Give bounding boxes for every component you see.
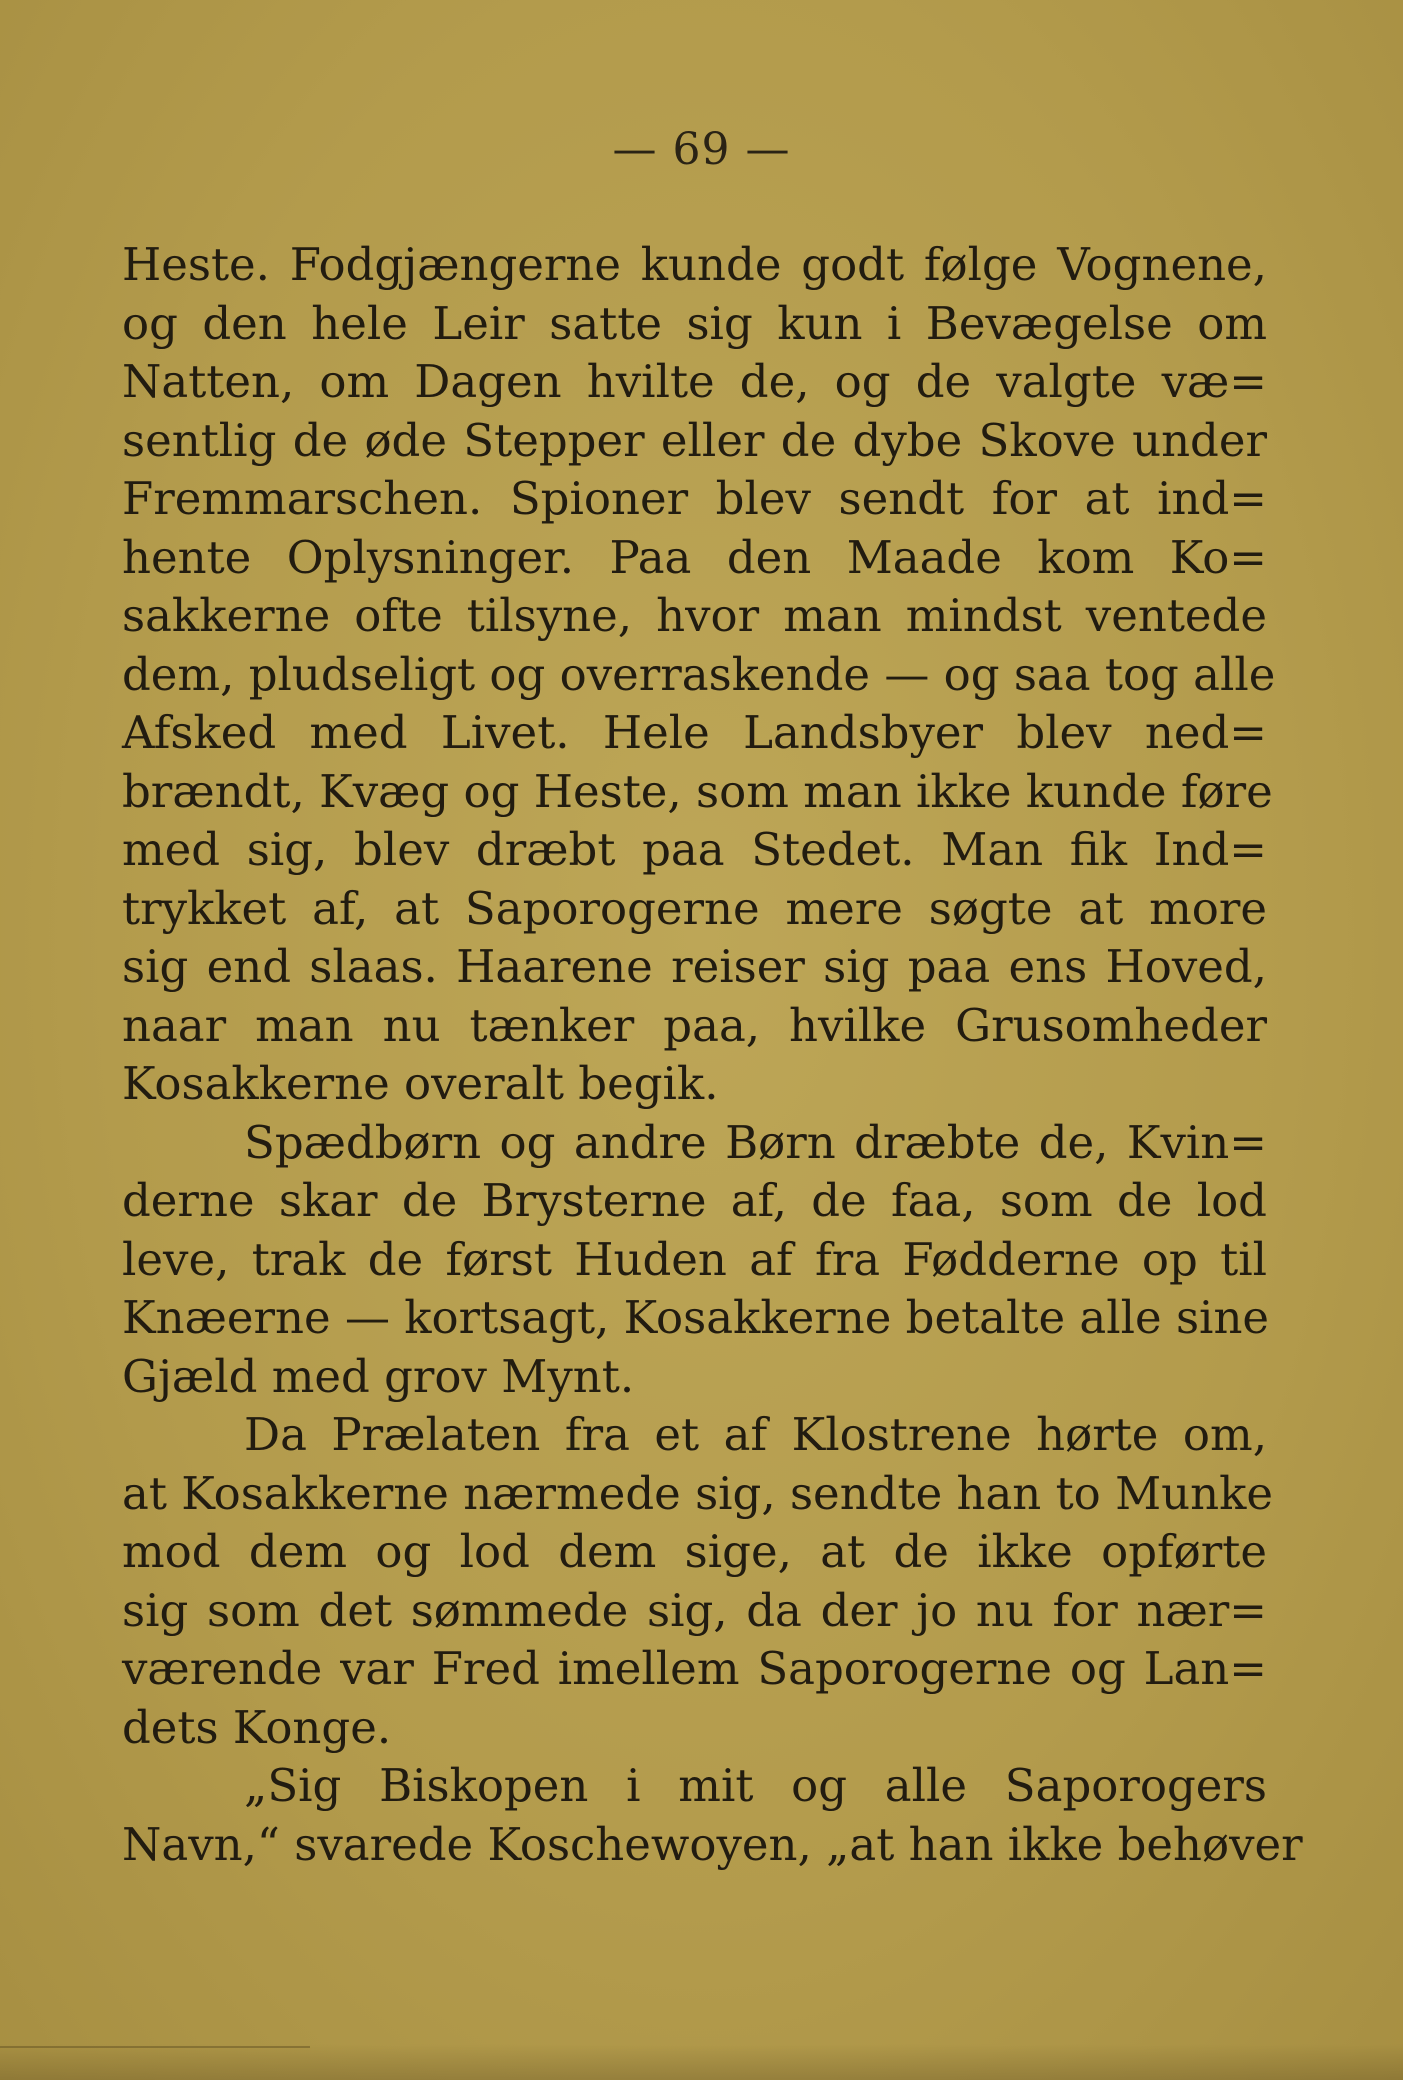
text-line: Da Prælaten fra et af Klostrene hørte om,	[244, 1408, 1267, 1461]
text-line: trykket af, at Saporogerne mere søgte at more	[122, 881, 1267, 935]
text-line: leve, trak de først Huden af fra Fødderne op til	[122, 1232, 1267, 1286]
body-text	[122, 236, 1303, 1874]
page-number: — 69 —	[612, 124, 791, 175]
paragraph	[122, 1757, 1303, 1874]
text-line: Knæerne — kortsagt, Kosakkerne betalte alle sine	[122, 1291, 1270, 1344]
text-line: Heste. Fodgjængerne kunde godt følge Vognene,	[122, 238, 1267, 291]
bottom-rule	[0, 2046, 310, 2048]
text-line: derne skar de Brysterne af, de faa, som de lod	[122, 1174, 1267, 1227]
text-line: og den hele Leir satte sig kun i Bevægelse om	[122, 296, 1267, 350]
text-line: mod dem og lod dem sige, at de ikke opførte	[122, 1525, 1267, 1578]
text-line: Kosakkerne overalt begik.	[122, 1057, 719, 1110]
text-line: Navn,“ svarede Koschewoyen, „at han ikke behøver	[122, 1817, 1303, 1871]
text-line: sakkerne ofte tilsyne, hvor man mindst ventede	[122, 589, 1267, 642]
text-line: hente Oplysninger. Paa den Maade kom Ko=	[122, 530, 1267, 584]
text-line: Natten, om Dagen hvilte de, og de valgte væ=	[122, 355, 1267, 408]
text-line: med sig, blev dræbt paa Stedet. Man fik Ind=	[122, 823, 1267, 876]
text-line: naar man nu tænker paa, hvilke Grusomheder	[122, 998, 1267, 1052]
paragraph	[122, 236, 1276, 1114]
text-line: sig som det sømmede sig, da der jo nu for nær=	[122, 1583, 1267, 1637]
paragraph	[122, 1406, 1274, 1757]
text-line: sentlig de øde Stepper eller de dybe Skove under	[122, 413, 1267, 467]
text-line: Afsked med Livet. Hele Landsbyer blev ned=	[122, 706, 1267, 759]
paragraph	[122, 1114, 1270, 1407]
text-line: brændt, Kvæg og Heste, som man ikke kunde føre	[122, 764, 1273, 818]
text-line: dets Konge.	[122, 1700, 392, 1754]
text-line: sig end slaas. Haarene reiser sig paa ens Hoved,	[122, 940, 1267, 993]
text-line: Gjæld med grov Mynt.	[122, 1349, 635, 1403]
text-line: at Kosakkerne nærmede sig, sendte han to Munke	[122, 1466, 1274, 1520]
text-line: værende var Fred imellem Saporogerne og Lan=	[122, 1642, 1267, 1695]
text-line: Spædbørn og andre Børn dræbte de, Kvin=	[244, 1115, 1267, 1169]
text-line: „Sig Biskopen i mit og alle Saporogers	[244, 1759, 1267, 1812]
text-line: dem, pludseligt og overraskende — og saa tog alle	[122, 647, 1276, 701]
text-line: Fremmarschen. Spioner blev sendt for at ind=	[122, 472, 1267, 525]
